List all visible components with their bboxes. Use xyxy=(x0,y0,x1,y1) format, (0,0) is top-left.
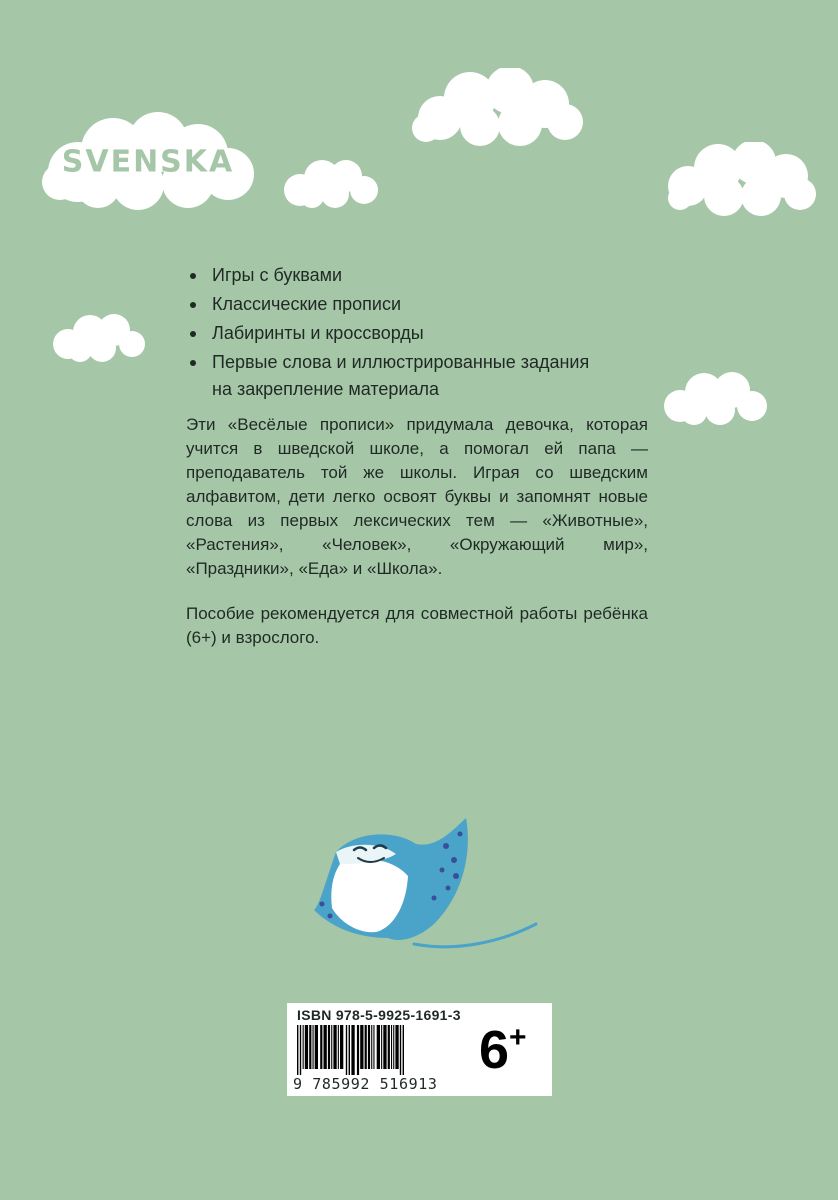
cloud-icon xyxy=(666,142,816,220)
age-rating xyxy=(479,1019,527,1081)
list-item: Классические прописи xyxy=(186,291,606,318)
stingray-illustration xyxy=(296,812,542,965)
cloud-right-mid xyxy=(660,370,770,428)
isbn-label: ISBN 978-5-9925-1691-3 xyxy=(297,1007,461,1023)
age-number: 6 xyxy=(479,1020,510,1080)
stingray-icon xyxy=(296,812,542,960)
cloud-icon xyxy=(660,370,770,428)
barcode-sticker xyxy=(287,1003,552,1096)
list-item: Лабиринты и кроссворды xyxy=(186,320,606,347)
age-plus: + xyxy=(509,1021,527,1054)
description-text: Эти «Весёлые прописи» придумала девочка, которая учится в шведской школе, а помогал ей папа — преподаватель той же школы. Играя со шведским алфавитом, дети легко освоят буквы и запомнят новые слова из первых лексических тем — «Животные», «Растения», «Человек», «Окружающий мир», «Праздники», «Еда» и «Школа». xyxy=(186,415,648,578)
cloud-top-center xyxy=(410,68,585,148)
barcode-icon xyxy=(297,1025,469,1075)
cloud-icon xyxy=(50,312,146,364)
recommendation-text: Пособие рекомендуется для совместной работы ребёнка (6+) и взрослого. xyxy=(186,604,648,647)
cloud-left-mid xyxy=(50,312,146,364)
svenska-cloud xyxy=(38,112,258,212)
barcode-digits: 9 785992 516913 xyxy=(293,1075,438,1093)
list-item: Первые слова и иллюстрированные задания на закрепление материала xyxy=(186,349,606,403)
cloud-icon xyxy=(410,68,585,148)
list-item: Игры с буквами xyxy=(186,262,606,289)
cloud-label: SVENSKA xyxy=(61,144,235,180)
cloud-right-top xyxy=(666,142,816,220)
cloud-icon xyxy=(280,158,380,210)
feature-list xyxy=(186,262,606,405)
cloud-small-center xyxy=(280,158,380,210)
